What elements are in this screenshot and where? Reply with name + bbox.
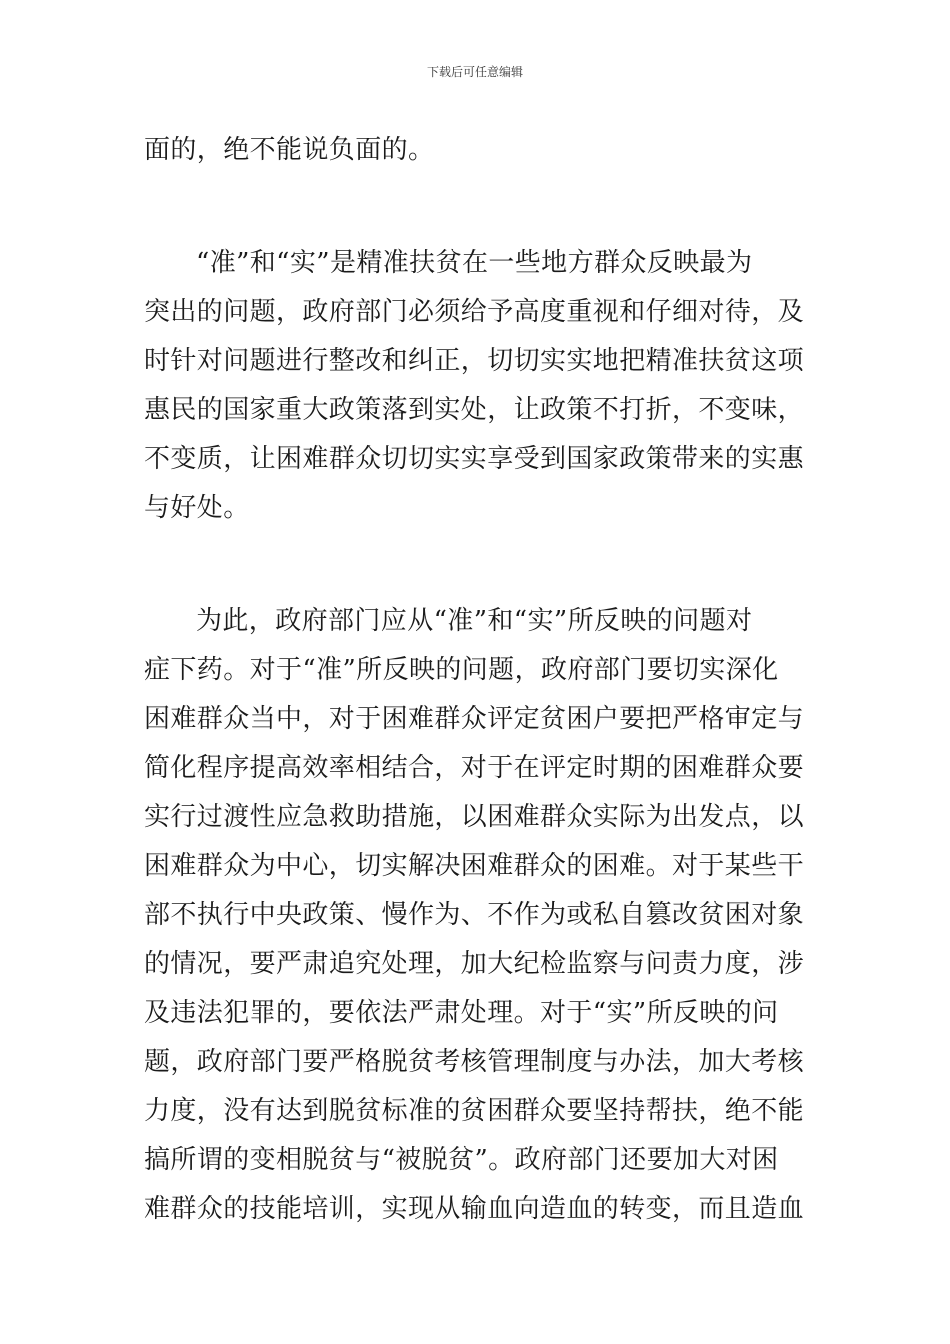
paragraph-line: 难群众的技能培训，实现从输血向造血的转变，而且造血 bbox=[144, 1194, 805, 1224]
paragraph-line: 部不执行中央政策、慢作为、不作为或私自篡改贫困对象 bbox=[144, 900, 805, 930]
paragraph-line: 困难群众为中心，切实解决困难群众的困难。对于某些干 bbox=[144, 851, 805, 881]
paragraph-2 bbox=[144, 239, 808, 533]
paragraph-line: 及违法犯罪的，要依法严肃处理。对于“实”所反映的问 bbox=[144, 998, 779, 1028]
paragraph-line: 不变质，让困难群众切切实实享受到国家政策带来的实惠 bbox=[144, 444, 805, 474]
paragraph-line: 面的，绝不能说负面的。 bbox=[144, 135, 435, 165]
paragraph-line: 简化程序提高效率相结合，对于在评定时期的困难群众要 bbox=[144, 753, 805, 783]
paragraph-1 bbox=[144, 126, 808, 175]
paragraph-line: 题，政府部门要严格脱贫考核管理制度与办法，加大考核 bbox=[144, 1047, 805, 1077]
paragraph-line: 症下药。对于“准”所反映的问题，政府部门要切实深化 bbox=[144, 655, 779, 685]
paragraph-spacer bbox=[144, 175, 808, 239]
paragraph-line: “准”和“实”是精准扶贫在一些地方群众反映最为 bbox=[196, 248, 753, 278]
document-body bbox=[144, 126, 808, 1234]
paragraph-line: 搞所谓的变相脱贫与“被脱贫”。政府部门还要加大对困 bbox=[144, 1145, 779, 1175]
paragraph-line: 困难群众当中，对于困难群众评定贫困户要把严格审定与 bbox=[144, 704, 805, 734]
paragraph-line: 时针对问题进行整改和纠正，切切实实地把精准扶贫这项 bbox=[144, 346, 805, 376]
paragraph-line: 的情况，要严肃追究处理，加大纪检监察与问责力度，涉 bbox=[144, 949, 805, 979]
paragraph-line: 为此，政府部门应从“准”和“实”所反映的问题对 bbox=[196, 606, 753, 636]
paragraph-3 bbox=[144, 597, 808, 1234]
page-header-note: 下载后可任意编辑 bbox=[426, 65, 523, 79]
paragraph-line: 突出的问题，政府部门必须给予高度重视和仔细对待，及 bbox=[144, 297, 805, 327]
paragraph-line: 惠民的国家重大政策落到实处，让政策不打折，不变味， bbox=[144, 395, 805, 425]
paragraph-line: 力度，没有达到脱贫标准的贫困群众要坚持帮扶，绝不能 bbox=[144, 1096, 805, 1126]
paragraph-line: 实行过渡性应急救助措施，以困难群众实际为出发点，以 bbox=[144, 802, 805, 832]
paragraph-spacer bbox=[144, 533, 808, 597]
paragraph-line: 与好处。 bbox=[144, 493, 250, 523]
